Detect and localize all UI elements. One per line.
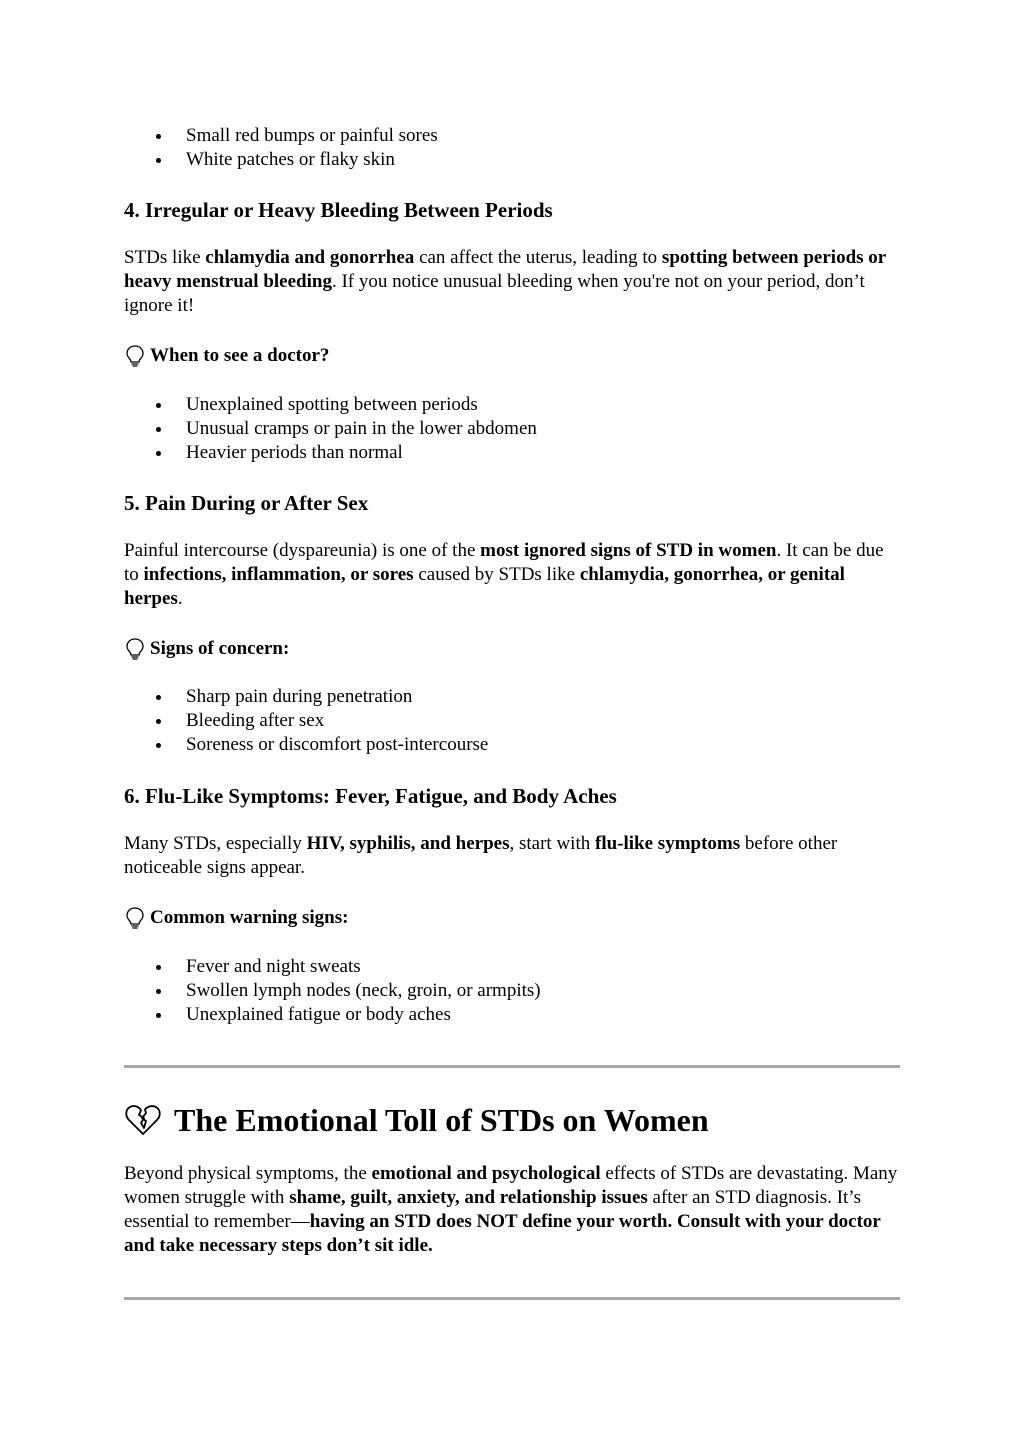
section-5-paragraph [124, 539, 900, 611]
bullet-list-top [124, 124, 438, 172]
section-heading-4: 4. Irregular or Heavy Bleeding Between Periods [124, 198, 553, 222]
lightbulb-icon [124, 344, 146, 368]
section-6-paragraph [124, 832, 900, 880]
bullet-list-section-6 [124, 955, 541, 1027]
horizontal-rule [124, 1065, 900, 1068]
bold-text: flu-like symptoms [595, 833, 741, 854]
text-run: , start with [509, 833, 595, 854]
bold-text: shame, guilt, anxiety, and relationship issues [289, 1187, 648, 1208]
text-run: . It can be due to [124, 540, 884, 585]
text-run: after an STD diagnosis. It’s essential to remember— [124, 1187, 861, 1232]
list-item: Fever and night sweats [124, 955, 541, 979]
tip-signs-of-concern [124, 637, 289, 661]
tip-label: Signs of concern: [150, 638, 290, 659]
text-run: Many STDs, especially [124, 833, 307, 854]
list-item: Bleeding after sex [124, 709, 488, 733]
list-item: Soreness or discomfort post-intercourse [124, 733, 488, 757]
tip-label: When to see a doctor? [150, 345, 330, 366]
bold-text: infections, inflammation, or sores [143, 564, 414, 585]
list-item: White patches or flaky skin [124, 148, 438, 172]
lightbulb-icon [124, 906, 146, 930]
list-item: Unexplained spotting between periods [124, 393, 537, 417]
list-item: Heavier periods than normal [124, 441, 537, 465]
bold-text: HIV, syphilis, and herpes [306, 833, 510, 854]
list-item: Sharp pain during penetration [124, 685, 488, 709]
emotional-heading-text: The Emotional Toll of STDs on Women [174, 1102, 709, 1138]
emotional-paragraph [124, 1162, 900, 1258]
bullet-list-section-5 [124, 685, 488, 757]
bold-text: spotting between periods or heavy menstrual bleeding [124, 247, 886, 292]
text-run: effects of STDs are devastating. Many women struggle with [124, 1163, 898, 1208]
list-item: Unexplained fatigue or body aches [124, 1003, 541, 1027]
bold-text: chlamydia, gonorrhea, or genital herpes [124, 564, 845, 609]
bold-text: most ignored signs of STD in women [480, 540, 777, 561]
text-run: caused by STDs like [413, 564, 580, 585]
section-4-paragraph [124, 246, 900, 318]
text-run: Painful intercourse (dyspareunia) is one of the [124, 540, 481, 561]
text-run: can affect the uterus, leading to [414, 247, 662, 268]
text-run: STDs like [124, 247, 206, 268]
text-run: . If you notice unusual bleeding when you're not on your period, don’t ignore it! [124, 271, 865, 316]
horizontal-rule [124, 1297, 900, 1300]
text-run: before other noticeable signs appear. [124, 833, 838, 878]
text-run: . [177, 588, 183, 609]
bold-text: chlamydia and gonorrhea [205, 247, 415, 268]
tip-common-warning-signs [124, 906, 348, 930]
list-item: Swollen lymph nodes (neck, groin, or armpits) [124, 979, 541, 1003]
bold-text: emotional and psychological [371, 1163, 601, 1184]
tip-label: Common warning signs: [150, 907, 349, 928]
tip-when-to-see-doctor [124, 344, 329, 368]
section-heading-5: 5. Pain During or After Sex [124, 491, 369, 515]
bold-text: having an STD does NOT define your worth. Consult with your doctor and take necessary steps don’t sit idle. [124, 1211, 881, 1256]
text-run: Beyond physical symptoms, the [124, 1163, 372, 1184]
emotional-heading [124, 1100, 709, 1140]
lightbulb-icon [124, 637, 146, 661]
list-item: Unusual cramps or pain in the lower abdomen [124, 417, 537, 441]
list-item: Small red bumps or painful sores [124, 124, 438, 148]
bullet-list-section-4 [124, 393, 537, 465]
broken-heart-icon [124, 1101, 162, 1139]
section-heading-6: 6. Flu-Like Symptoms: Fever, Fatigue, and Body Aches [124, 784, 617, 808]
